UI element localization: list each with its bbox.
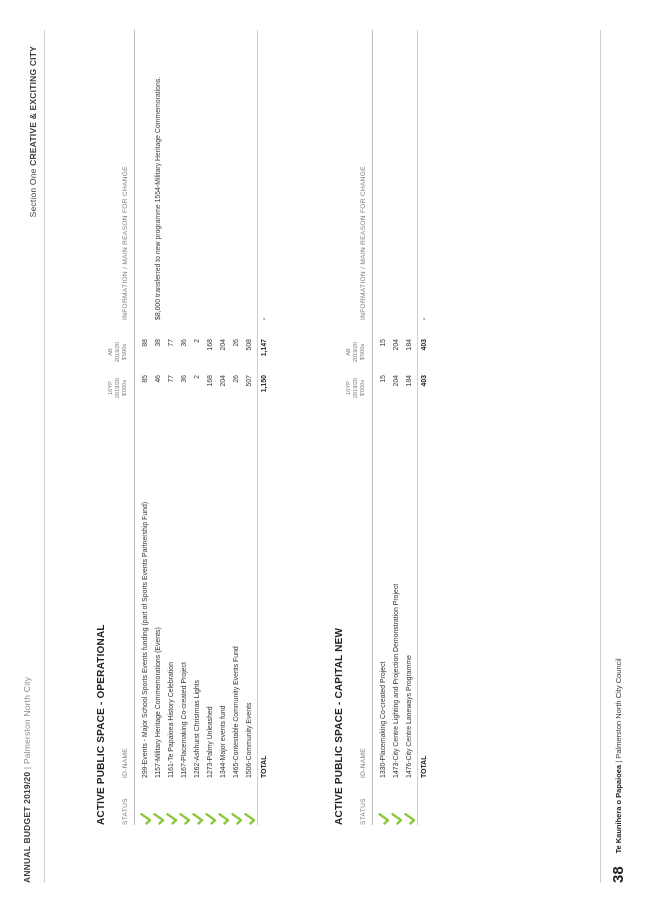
capital-col-status: STATUS: [360, 798, 367, 825]
table-row: [192, 0, 205, 913]
cell-name: 1465-Contestable Community Events Fund: [233, 646, 240, 778]
total-v2: 403: [421, 339, 428, 351]
cell-name: 1273-Palmy Unleashed: [207, 706, 214, 778]
cell-v1: 204: [393, 375, 400, 387]
section-label: Section One: [28, 168, 38, 218]
cell-v2: 168: [207, 339, 214, 351]
doc-title: ANNUAL BUDGET 2019/20: [22, 771, 32, 883]
org-name: Palmerston North City: [22, 676, 32, 765]
table-row: [179, 0, 192, 913]
total-rule: [257, 30, 258, 825]
cell-name: 1344-Major events fund: [220, 705, 227, 778]
table-row: [391, 0, 404, 913]
capital-col-info: INFORMATION / MAIN REASON FOR CHANGE: [360, 166, 367, 320]
cell-v2: 184: [406, 339, 413, 351]
operational-col-status: STATUS: [122, 798, 129, 825]
operational-col-info: INFORMATION / MAIN REASON FOR CHANGE: [122, 166, 129, 320]
total-row: [259, 0, 272, 913]
cell-v2: 88: [142, 339, 149, 347]
capital-head-rule: [372, 30, 373, 825]
cell-v2: 26: [233, 339, 240, 347]
cell-v1: 2: [194, 375, 201, 379]
table-row: [404, 0, 417, 913]
cell-v1: 184: [406, 375, 413, 387]
status-check-icon: [179, 813, 191, 825]
cell-v1: 15: [380, 375, 387, 383]
table-row: [166, 0, 179, 913]
operational-col-10yp: 10YP 2019/20 $'000s: [108, 377, 128, 399]
total-v2: 1,147: [261, 339, 268, 357]
status-check-icon: [231, 813, 243, 825]
capital-col-ab: AB 2019/20 $'000s: [346, 341, 366, 363]
status-check-icon: [378, 813, 390, 825]
cell-v1: 507: [246, 375, 253, 387]
table-row: [231, 0, 244, 913]
cell-v1: 36: [181, 375, 188, 383]
total-name: TOTAL: [261, 755, 268, 778]
table-row: [244, 0, 257, 913]
operational-col-idname: ID-NAME: [122, 748, 129, 778]
cell-name: 1473-City Centre Lighting and Projection Demonstration Project: [393, 583, 400, 778]
status-check-icon: [244, 813, 256, 825]
page-header-right: [28, 46, 38, 217]
cell-name: 1161-Te Papaioea History Celebration: [168, 662, 175, 778]
cell-v1: 77: [168, 375, 175, 383]
cell-name: 1157-Military Heritage Commemorations (Events): [155, 627, 162, 778]
cell-v2: 15: [380, 339, 387, 347]
status-check-icon: [192, 813, 204, 825]
table-row: [378, 0, 391, 913]
footer-council: Palmerston North City Council: [614, 658, 623, 759]
cell-name: 1330-Placemaking Co-created Project: [380, 661, 387, 778]
status-check-icon: [218, 813, 230, 825]
section-name: CREATIVE & EXCITING CITY: [28, 46, 38, 166]
total-row: [419, 0, 432, 913]
cell-v2: 508: [246, 339, 253, 351]
table-row: [205, 0, 218, 913]
total-v1: 403: [421, 375, 428, 387]
cell-v2: 204: [393, 339, 400, 351]
footer-separator: |: [614, 760, 623, 763]
table-row: [153, 0, 166, 913]
total-rule: [417, 30, 418, 825]
cell-info: $8,000 transferred to new programme 1554-Military Heritage Commemorations.: [155, 76, 162, 320]
status-check-icon: [205, 813, 217, 825]
page-header-left: [22, 677, 32, 883]
cell-v2: 36: [181, 339, 188, 347]
total-info: -: [421, 317, 428, 320]
total-name: TOTAL: [421, 755, 428, 778]
cell-v2: 77: [168, 339, 175, 347]
cell-v2: 204: [220, 339, 227, 351]
operational-col-ab: AB 2019/20 $'000s: [108, 341, 128, 363]
cell-v1: 204: [220, 375, 227, 387]
operational-title: ACTIVE PUBLIC SPACE - OPERATIONAL: [96, 624, 107, 825]
capital-title: ACTIVE PUBLIC SPACE - CAPITAL NEW: [334, 627, 345, 825]
cell-v1: 85: [142, 375, 149, 383]
cell-name: 299-Events - Major School Sports Events funding (part of Sports Events Partnership Fund): [142, 501, 149, 778]
operational-head-rule: [134, 30, 135, 825]
status-check-icon: [166, 813, 178, 825]
total-v1: 1,150: [261, 375, 268, 393]
status-check-icon: [153, 813, 165, 825]
page-number: 38: [610, 866, 627, 883]
cell-name: 1476-City Centre Laneways Programme: [406, 655, 413, 778]
header-rule: [44, 30, 45, 883]
table-row: [218, 0, 231, 913]
table-row: [140, 0, 153, 913]
cell-name: 1262-Ashhurst Christmas Lights: [194, 679, 201, 778]
cell-name: 1506-Community Events: [246, 702, 253, 778]
cell-v1: 168: [207, 375, 214, 387]
page-footer: [610, 658, 627, 883]
footer-rule: [600, 30, 601, 883]
total-info: -: [261, 317, 268, 320]
header-separator: |: [22, 766, 32, 770]
footer-maori-name: Te Kaunihera o Papaioea: [614, 764, 623, 854]
status-check-icon: [404, 813, 416, 825]
status-check-icon: [140, 813, 152, 825]
capital-col-10yp: 10YP 2019/20 $'000s: [346, 377, 366, 399]
cell-v1: 26: [233, 375, 240, 383]
cell-name: 1167-Placemaking Co-created Project: [181, 662, 188, 778]
capital-col-idname: ID-NAME: [360, 748, 367, 778]
status-check-icon: [391, 813, 403, 825]
cell-v2: 2: [194, 339, 201, 343]
cell-v2: 38: [155, 339, 162, 347]
cell-v1: 46: [155, 375, 162, 383]
